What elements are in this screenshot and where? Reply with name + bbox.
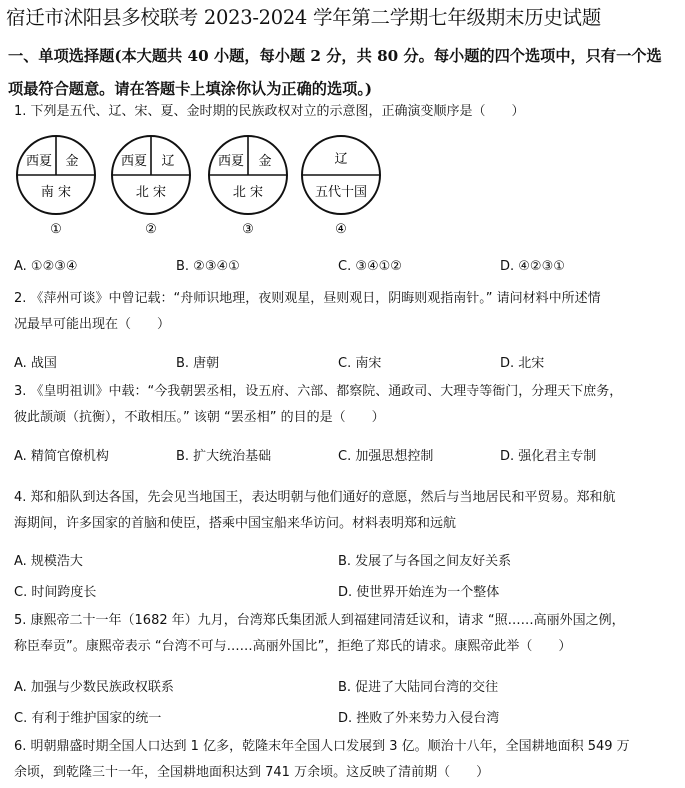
diagram-4-top: 辽: [334, 152, 348, 167]
q5-option-a: A. 加强与少数民族政权联系: [14, 680, 174, 695]
q2-option-c: C. 南宋: [338, 356, 382, 371]
q1-option-a: A. ①②③④: [14, 259, 78, 274]
question-3-line-2: 彼此颉颃（抗衡），不敢相压。” 该朝 “罢丞相” 的目的是（ ）: [14, 410, 385, 425]
q4-option-a: A. 规模浩大: [14, 554, 83, 569]
diagram-1: [17, 136, 95, 237]
q5-option-b: B. 促进了大陆同台湾的交往: [338, 680, 499, 695]
q1-option-b: B. ②③④①: [176, 259, 240, 274]
diagram-2-label: ②: [145, 222, 157, 237]
diagram-2-bottom: 北 宋: [135, 185, 167, 200]
q4-option-d: D. 使世界开始连为一个整体: [338, 585, 500, 600]
question-4-line-1: 4. 郑和船队到达各国，先会见当地国王，表达明朝与他们通好的意愿，然后与当地居民和平贸易。郑和航: [14, 490, 616, 505]
diagram-1-top-left: 西夏: [25, 154, 53, 169]
diagram-2-top-right: 辽: [161, 154, 175, 169]
exam-title: 宿迁市沭阳县多校联考 2023-2024 学年第二学期七年级期末历史试题: [6, 6, 601, 29]
diagram-3-bottom: 北 宋: [232, 185, 264, 200]
question-5-text: [14, 608, 678, 660]
q2-option-a: A. 战国: [14, 356, 57, 371]
question-4-text: [14, 485, 678, 537]
diagram-1-bottom: 南 宋: [40, 185, 72, 200]
q3-option-a: A. 精简官僚机构: [14, 449, 109, 464]
q2-option-d: D. 北宋: [500, 356, 545, 371]
diagram-2: [112, 136, 190, 237]
q3-option-b: B. 扩大统治基础: [176, 449, 272, 464]
question-1-text: 1. 下列是五代、辽、宋、夏、金时期的民族政权对立的示意图，正确演变顺序是（ ）: [14, 104, 525, 119]
question-6-line-1: 6. 明朝鼎盛时期全国人口达到 1 亿多，乾隆末年全国人口发展到 3 亿。顺治十八年，全国耕地面积 549 万: [14, 739, 630, 754]
diagram-4-label: ④: [335, 222, 347, 237]
question-3-text: [14, 379, 678, 431]
q5-option-d: D. 挫败了外来势力入侵台湾: [338, 711, 500, 726]
diagram-3-top-left: 西夏: [217, 154, 245, 169]
q4-option-c: C. 时间跨度长: [14, 585, 97, 600]
question-1-diagrams: [0, 130, 685, 242]
q5-option-c: C. 有利于维护国家的统一: [14, 711, 162, 726]
q1-option-d: D. ④②③①: [500, 259, 565, 274]
question-2-line-2: 况最早可能出现在（ ）: [14, 317, 171, 332]
q3-option-c: C. 加强思想控制: [338, 449, 434, 464]
question-6-line-2: 余顷，到乾隆三十一年，全国耕地面积达到 741 万余顷。这反映了清前期（ ）: [14, 765, 490, 780]
q4-option-b: B. 发展了与各国之间友好关系: [338, 554, 512, 569]
question-6-text: [14, 734, 678, 786]
diagram-3-label: ③: [242, 222, 254, 237]
diagram-4-bottom: 五代十国: [314, 185, 368, 200]
diagram-4: [302, 136, 380, 237]
q1-option-c: C. ③④①②: [338, 259, 402, 274]
diagram-1-top-right: 金: [65, 154, 79, 169]
question-3-line-1: 3. 《皇明祖训》中载：“今我朝罢丞相，设五府、六部、都察院、通政司、大理寺等衙门，分理天下庶务，: [14, 384, 623, 399]
diagram-1-label: ①: [50, 222, 62, 237]
q2-option-b: B. 唐朝: [176, 356, 220, 371]
question-2-text: [14, 286, 678, 338]
question-5-line-2: 称臣奉贡”。康熙帝表示 “台湾不可与……高丽外国比”，拒绝了郑氏的请求。康熙帝此举（ ）: [14, 639, 572, 654]
diagram-2-top-left: 西夏: [120, 154, 148, 169]
diagram-3: [209, 136, 287, 237]
diagram-3-top-right: 金: [258, 154, 272, 169]
section-instructions: 一、单项选择题(本大题共 40 小题，每小题 2 分，共 80 分。每小题的四个选项中，只有一个选项最符合题意。请在答题卡上填涂你认为正确的选项。): [8, 47, 662, 98]
question-5-line-1: 5. 康熙帝二十一年（1682 年）九月，台湾郑氏集团派人到福建同清廷议和，请求 “照……高丽外国之例，: [14, 613, 625, 628]
question-4-line-2: 海期间，许多国家的首脑和使臣，搭乘中国宝船来华访问。材料表明郑和远航: [14, 516, 457, 531]
q3-option-d: D. 强化君主专制: [500, 449, 597, 464]
question-2-line-1: 2. 《萍州可谈》中曾记载：“舟师识地理，夜则观星，昼则观日，阴晦则观指南针。” 请问材料中所述情: [14, 291, 601, 306]
